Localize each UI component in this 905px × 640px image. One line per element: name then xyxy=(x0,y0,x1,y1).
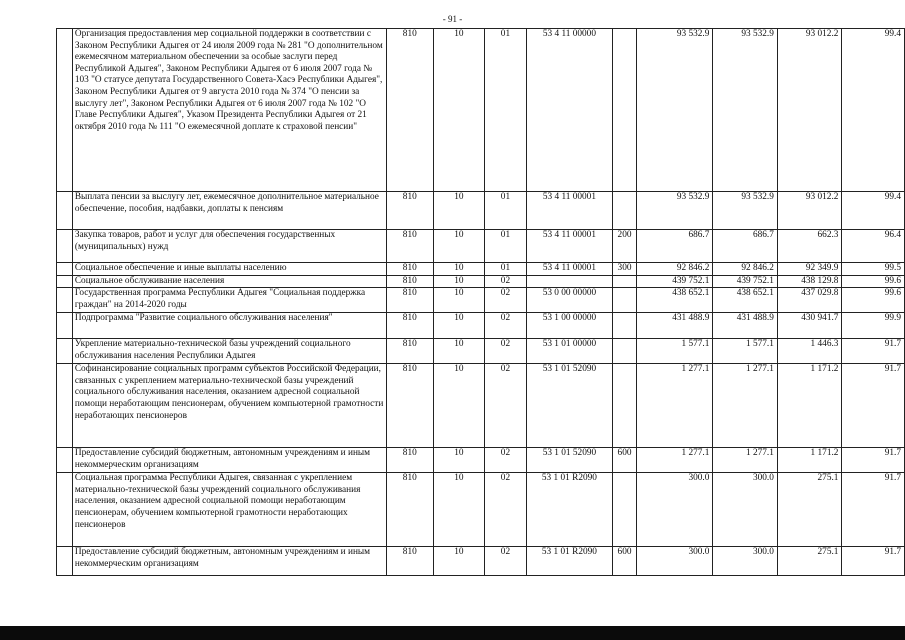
row-marker xyxy=(57,29,73,192)
approved-amount: 439 752.1 xyxy=(637,275,713,288)
expense-type xyxy=(613,364,637,448)
table-row xyxy=(57,192,905,230)
row-marker xyxy=(57,448,73,473)
ved-code: 810 xyxy=(386,192,433,230)
refined-amount: 686.7 xyxy=(713,230,778,263)
budget-table xyxy=(56,28,905,576)
section-code: 10 xyxy=(433,448,485,473)
execution-percent: 99.4 xyxy=(842,29,905,192)
expense-type xyxy=(613,313,637,339)
ved-code: 810 xyxy=(386,288,433,313)
ved-code: 810 xyxy=(386,473,433,547)
table-row xyxy=(57,288,905,313)
target-article: 53 1 01 52090 xyxy=(526,448,612,473)
subsection-code: 02 xyxy=(485,339,527,364)
target-article: 53 1 01 R2090 xyxy=(526,473,612,547)
approved-amount: 93 532.9 xyxy=(637,192,713,230)
expense-type xyxy=(613,29,637,192)
row-name: Предоставление субсидий бюджетным, автономным учреждениям и иным некоммерческим организациям xyxy=(72,547,386,576)
approved-amount: 686.7 xyxy=(637,230,713,263)
row-name: Социальная программа Республики Адыгея, связанная с укреплением материально-технической базы учреждений социального обслуживания населения, оказанием адресной социальной помощи неработающим пенсионерам, обучением компьютерной грамотности неработающих пенсионеров xyxy=(72,473,386,547)
refined-amount: 93 532.9 xyxy=(713,29,778,192)
executed-amount: 275.1 xyxy=(777,547,842,576)
subsection-code: 02 xyxy=(485,275,527,288)
ved-code: 810 xyxy=(386,547,433,576)
ved-code: 810 xyxy=(386,364,433,448)
section-code: 10 xyxy=(433,473,485,547)
section-code: 10 xyxy=(433,339,485,364)
approved-amount: 300.0 xyxy=(637,547,713,576)
expense-type: 300 xyxy=(613,263,637,276)
row-marker xyxy=(57,192,73,230)
row-marker xyxy=(57,473,73,547)
approved-amount: 1 577.1 xyxy=(637,339,713,364)
row-name: Социальное обеспечение и иные выплаты населению xyxy=(72,263,386,276)
refined-amount: 431 488.9 xyxy=(713,313,778,339)
row-marker xyxy=(57,364,73,448)
ved-code: 810 xyxy=(386,339,433,364)
expense-type: 600 xyxy=(613,448,637,473)
target-article: 53 1 00 00000 xyxy=(526,313,612,339)
subsection-code: 02 xyxy=(485,313,527,339)
subsection-code: 02 xyxy=(485,364,527,448)
execution-percent: 99.5 xyxy=(842,263,905,276)
execution-percent: 91.7 xyxy=(842,473,905,547)
ved-code: 810 xyxy=(386,313,433,339)
executed-amount: 93 012.2 xyxy=(777,192,842,230)
executed-amount: 438 129.8 xyxy=(777,275,842,288)
refined-amount: 1 277.1 xyxy=(713,364,778,448)
table-row xyxy=(57,473,905,547)
section-code: 10 xyxy=(433,364,485,448)
execution-percent: 99.9 xyxy=(842,313,905,339)
row-name: Государственная программа Республики Адыгея "Социальная поддержка граждан" на 2014-2020 годы xyxy=(72,288,386,313)
row-name: Укрепление материально-технической базы учреждений социального обслуживания населения Республики Адыгея xyxy=(72,339,386,364)
refined-amount: 438 652.1 xyxy=(713,288,778,313)
refined-amount: 439 752.1 xyxy=(713,275,778,288)
target-article: 53 4 11 00001 xyxy=(526,192,612,230)
row-marker xyxy=(57,230,73,263)
target-article: 53 1 01 52090 xyxy=(526,364,612,448)
row-name: Предоставление субсидий бюджетным, автономным учреждениям и иным некоммерческим организациям xyxy=(72,448,386,473)
refined-amount: 93 532.9 xyxy=(713,192,778,230)
table-row xyxy=(57,448,905,473)
table-row xyxy=(57,29,905,192)
table-row xyxy=(57,364,905,448)
refined-amount: 300.0 xyxy=(713,547,778,576)
table-row xyxy=(57,547,905,576)
executed-amount: 93 012.2 xyxy=(777,29,842,192)
executed-amount: 92 349.9 xyxy=(777,263,842,276)
refined-amount: 300.0 xyxy=(713,473,778,547)
approved-amount: 300.0 xyxy=(637,473,713,547)
table-row xyxy=(57,339,905,364)
ved-code: 810 xyxy=(386,230,433,263)
page-number: - 91 - xyxy=(442,14,463,24)
expense-type xyxy=(613,339,637,364)
row-marker xyxy=(57,275,73,288)
section-code: 10 xyxy=(433,275,485,288)
refined-amount: 1 577.1 xyxy=(713,339,778,364)
target-article xyxy=(526,275,612,288)
row-marker xyxy=(57,547,73,576)
row-name: Социальное обслуживание населения xyxy=(72,275,386,288)
execution-percent: 91.7 xyxy=(842,448,905,473)
approved-amount: 1 277.1 xyxy=(637,448,713,473)
target-article: 53 0 00 00000 xyxy=(526,288,612,313)
ved-code: 810 xyxy=(386,29,433,192)
row-marker xyxy=(57,263,73,276)
execution-percent: 99.6 xyxy=(842,288,905,313)
executed-amount: 662.3 xyxy=(777,230,842,263)
refined-amount: 1 277.1 xyxy=(713,448,778,473)
expense-type xyxy=(613,473,637,547)
execution-percent: 96.4 xyxy=(842,230,905,263)
row-name: Закупка товаров, работ и услуг для обеспечения государственных (муниципальных) нужд xyxy=(72,230,386,263)
row-marker xyxy=(57,288,73,313)
section-code: 10 xyxy=(433,192,485,230)
ved-code: 810 xyxy=(386,448,433,473)
subsection-code: 02 xyxy=(485,547,527,576)
table-row xyxy=(57,263,905,276)
section-code: 10 xyxy=(433,288,485,313)
table-row xyxy=(57,313,905,339)
target-article: 53 4 11 00001 xyxy=(526,263,612,276)
section-code: 10 xyxy=(433,29,485,192)
subsection-code: 02 xyxy=(485,288,527,313)
target-article: 53 4 11 00000 xyxy=(526,29,612,192)
subsection-code: 01 xyxy=(485,230,527,263)
execution-percent: 99.6 xyxy=(842,275,905,288)
section-code: 10 xyxy=(433,263,485,276)
expense-type xyxy=(613,288,637,313)
subsection-code: 02 xyxy=(485,448,527,473)
refined-amount: 92 846.2 xyxy=(713,263,778,276)
row-name: Выплата пенсии за выслугу лет, ежемесячное дополнительное материальное обеспечение, пособия, надбавки, доплаты к пенсиям xyxy=(72,192,386,230)
row-marker xyxy=(57,313,73,339)
execution-percent: 91.7 xyxy=(842,547,905,576)
execution-percent: 91.7 xyxy=(842,364,905,448)
scan-edge-bar xyxy=(0,626,905,640)
row-name: Организация предоставления мер социальной поддержки в соответствии с Законом Республики Адыгея от 24 июля 2009 года № 281 "О дополнительном ежемесячном материальном обеспечении за особые заслуги перед Республикой Адыгея", Законом Республики Адыгея от 6 июля 2007 года № 103 "О статусе депутата Государственного Совета-Хасэ Республики Адыгея", Законом Республики Адыгея от 9 августа 2010 года № 374 "О пенсии за выслугу лет", Законом Республики Адыгея от 6 июля 2007 года № 102 "О Главе Республики Адыгея", Указом Президента Республики Адыгея от 21 октября 2010 года № 111 "О ежемесячной доплате к страховой пенсии" xyxy=(72,29,386,192)
ved-code: 810 xyxy=(386,263,433,276)
execution-percent: 99.4 xyxy=(842,192,905,230)
table-row xyxy=(57,230,905,263)
section-code: 10 xyxy=(433,230,485,263)
row-name: Подпрограмма "Развитие социального обслуживания населения" xyxy=(72,313,386,339)
section-code: 10 xyxy=(433,547,485,576)
ved-code: 810 xyxy=(386,275,433,288)
subsection-code: 01 xyxy=(485,29,527,192)
executed-amount: 1 446.3 xyxy=(777,339,842,364)
execution-percent: 91.7 xyxy=(842,339,905,364)
approved-amount: 1 277.1 xyxy=(637,364,713,448)
expense-type xyxy=(613,275,637,288)
subsection-code: 01 xyxy=(485,263,527,276)
expense-type: 600 xyxy=(613,547,637,576)
executed-amount: 430 941.7 xyxy=(777,313,842,339)
subsection-code: 01 xyxy=(485,192,527,230)
row-name: Софинансирование социальных программ субъектов Российской Федерации, связанных с укреплением материально-технической базы учреждений социального обслуживания населения, оказанием адресной социальной помощи неработающим пенсионерам, обучением компьютерной грамотности неработающих пенсионеров xyxy=(72,364,386,448)
target-article: 53 1 01 00000 xyxy=(526,339,612,364)
expense-type xyxy=(613,192,637,230)
executed-amount: 437 029.8 xyxy=(777,288,842,313)
approved-amount: 93 532.9 xyxy=(637,29,713,192)
approved-amount: 431 488.9 xyxy=(637,313,713,339)
target-article: 53 1 01 R2090 xyxy=(526,547,612,576)
executed-amount: 1 171.2 xyxy=(777,448,842,473)
section-code: 10 xyxy=(433,313,485,339)
approved-amount: 92 846.2 xyxy=(637,263,713,276)
executed-amount: 1 171.2 xyxy=(777,364,842,448)
subsection-code: 02 xyxy=(485,473,527,547)
row-marker xyxy=(57,339,73,364)
table-row xyxy=(57,275,905,288)
expense-type: 200 xyxy=(613,230,637,263)
target-article: 53 4 11 00001 xyxy=(526,230,612,263)
approved-amount: 438 652.1 xyxy=(637,288,713,313)
executed-amount: 275.1 xyxy=(777,473,842,547)
